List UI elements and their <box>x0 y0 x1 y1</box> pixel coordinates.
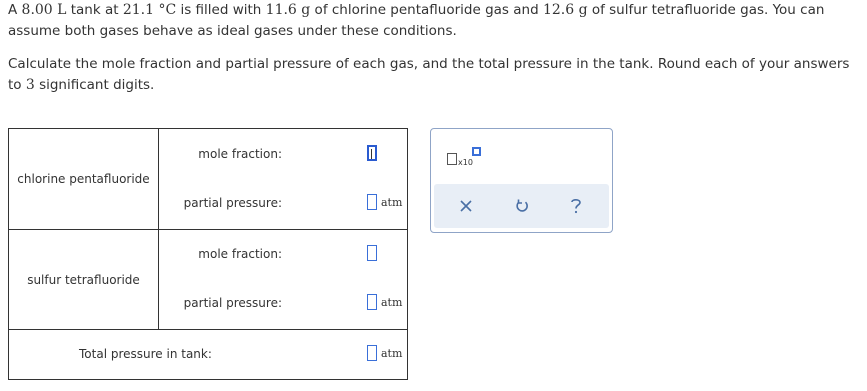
gas-name-chlorine-pentafluoride: chlorine pentafluoride <box>9 129 159 229</box>
chlorine-mole-fraction-input[interactable] <box>367 145 377 161</box>
table-row <box>9 330 407 379</box>
mass-1-value: 11.6 g <box>265 2 311 18</box>
table-row <box>9 230 407 330</box>
sig-digits-value: 3 <box>25 77 35 93</box>
undo-icon[interactable] <box>510 194 534 218</box>
problem-text <box>8 0 863 96</box>
close-icon[interactable] <box>454 194 478 218</box>
temperature-value: 21.1 °C <box>122 2 177 18</box>
partial-pressure-label: partial pressure: <box>183 196 282 210</box>
problem-paragraph-2: Calculate the mole fraction and partial pressure of each gas, and the total pressure in the tank. Round each of your answers to 3 significant digits. <box>8 56 850 93</box>
partial-pressure-label: partial pressure: <box>183 296 282 310</box>
volume-value: 8.00 L <box>21 2 67 18</box>
answer-toolbar <box>430 128 613 233</box>
mole-fraction-label: mole fraction: <box>198 147 282 161</box>
sci-notation-icon[interactable] <box>447 147 487 171</box>
table-row <box>9 129 407 230</box>
mole-fraction-label: mole fraction: <box>198 247 282 261</box>
problem-paragraph-1: A 8.00 L tank at 21.1 °C is filled with 11.6 g of chlorine pentafluoride gas and 12.6 g of sulfur tetrafluoride gas. You can assume both gases behave as ideal gases under these conditions. <box>8 2 825 39</box>
mass-2-value: 12.6 g <box>542 2 588 18</box>
x10-label: x10 <box>458 158 473 167</box>
total-pressure-input[interactable] <box>367 345 377 361</box>
unit-atm: atm <box>381 347 403 360</box>
sulfur-partial-pressure-input[interactable] <box>367 294 377 310</box>
toolbar-actions <box>434 184 609 228</box>
chlorine-partial-pressure-input[interactable] <box>367 194 377 210</box>
unit-atm: atm <box>381 196 403 209</box>
help-icon[interactable] <box>564 194 588 218</box>
gas-name-sulfur-tetrafluoride: sulfur tetrafluoride <box>9 230 159 329</box>
unit-atm: atm <box>381 296 403 309</box>
sulfur-mole-fraction-input[interactable] <box>367 245 377 261</box>
total-pressure-label: Total pressure in tank: <box>79 347 212 361</box>
answer-table <box>8 128 408 380</box>
